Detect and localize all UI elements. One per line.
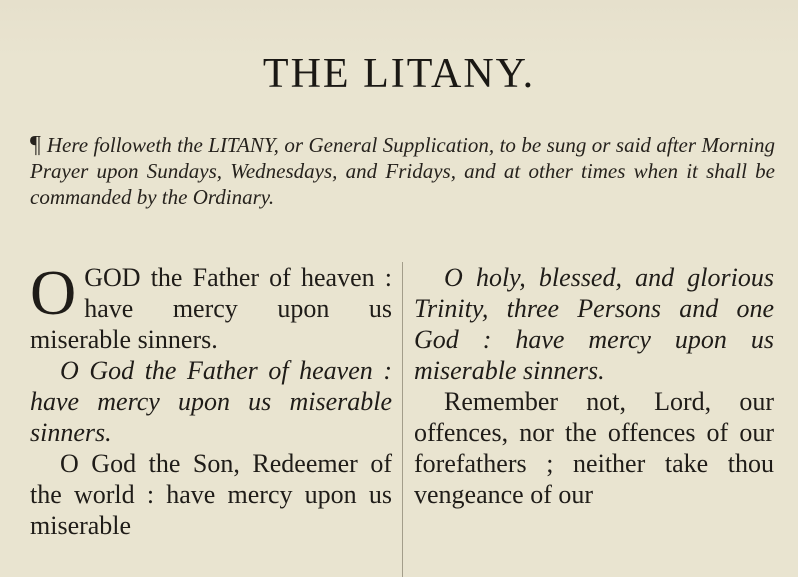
drop-cap: O bbox=[30, 257, 77, 328]
left-paragraph-1-text: GOD the Father of heaven : have mercy upon us miserable sinners. bbox=[30, 263, 392, 354]
right-paragraph-1: O holy, blessed, and glorious Trinity, three Persons and one God : have mercy upon us miserable sinners. bbox=[414, 263, 774, 385]
left-column bbox=[30, 257, 392, 541]
rubric bbox=[30, 132, 775, 210]
left-paragraph-3: O God the Son, Redeemer of the world : have mercy upon us miserable bbox=[30, 449, 392, 540]
rubric-text: Here followeth the LITANY, or General Supplication, to be sung or said after Morning Prayer upon Sundays, Wednesdays, and Fridays, and at other times when it shall be commanded by the Ordinary. bbox=[30, 133, 775, 209]
column-divider bbox=[402, 262, 403, 577]
left-paragraph-1 bbox=[30, 257, 392, 355]
pilcrow-icon: ¶ bbox=[30, 132, 41, 158]
left-paragraph-2: O God the Father of heaven : have mercy upon us miserable sinners. bbox=[30, 356, 392, 447]
right-paragraph-2: Remember not, Lord, our offences, nor the offences of our forefathers ; neither take thou vengeance of our bbox=[414, 387, 774, 509]
right-column bbox=[414, 262, 774, 510]
page-title: THE LITANY. bbox=[262, 51, 536, 97]
